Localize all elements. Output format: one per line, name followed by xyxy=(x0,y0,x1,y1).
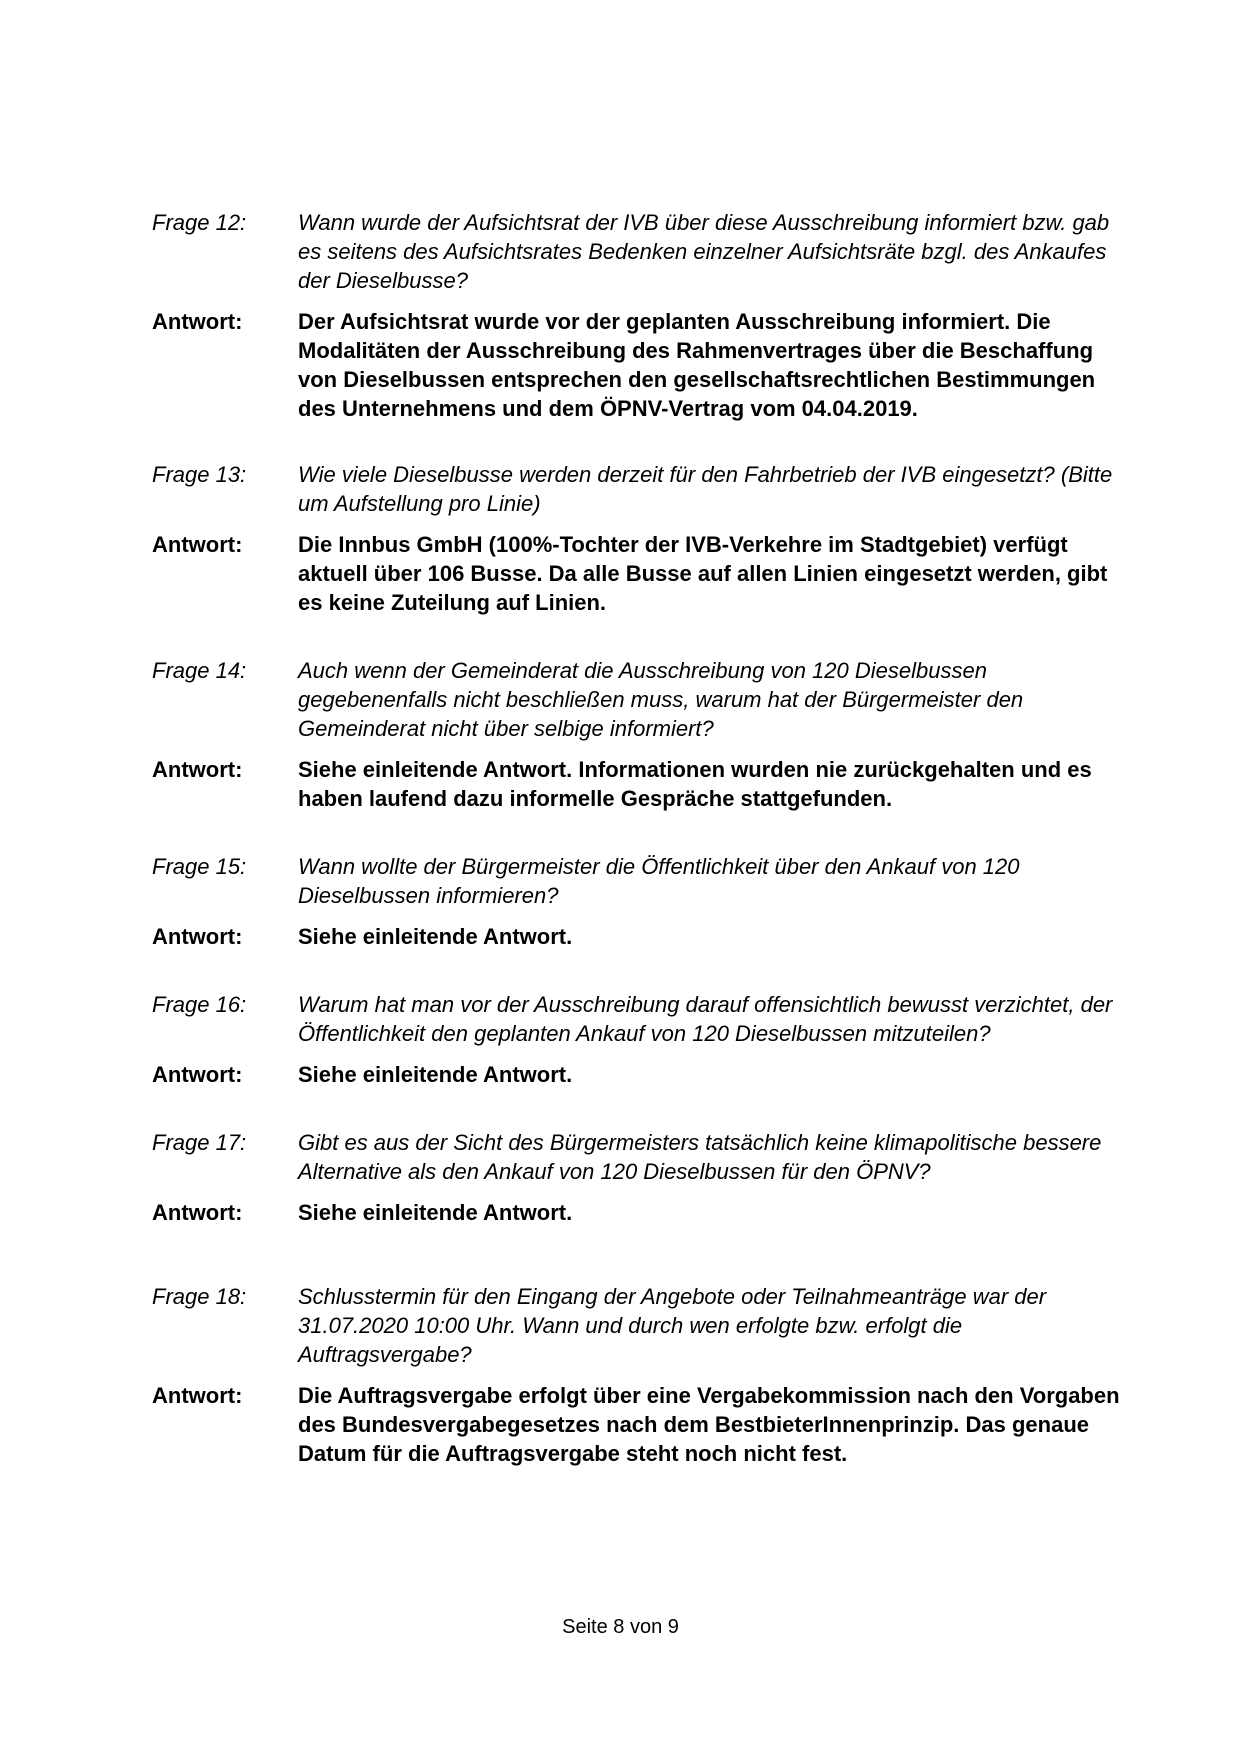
question-row xyxy=(152,1128,1132,1186)
question-label: Frage 13: xyxy=(152,462,247,487)
answer-text: Siehe einleitende Antwort. xyxy=(298,1062,573,1087)
answer-text: Der Aufsichtsrat wurde vor der geplanten Ausschreibung informiert. Die Modalitäten der Ausschreibung des Rahmenvertrages über die Beschaffung von Dieselbussen entsprechen den gesellschaftsrechtlichen Bestimmungen des Unternehmens und dem ÖPNV-Vertrag vom 04.04.2019. xyxy=(298,309,1096,421)
page-number: Seite 8 von 9 xyxy=(562,1616,679,1638)
question-row xyxy=(152,656,1132,743)
question-row xyxy=(152,1282,1132,1369)
question-label: Frage 15: xyxy=(152,854,247,879)
question-text: Schlusstermin für den Eingang der Angebote oder Teilnahmeanträge war der 31.07.2020 10:00 Uhr. Wann und durch wen erfolgte bzw. erfolgt die Auftragsvergabe? xyxy=(298,1284,1047,1367)
answer-label: Antwort: xyxy=(152,532,243,557)
answer-label: Antwort: xyxy=(152,757,243,782)
qa-block-18 xyxy=(152,1282,1132,1468)
qa-block-16 xyxy=(152,990,1132,1089)
qa-block-15 xyxy=(152,852,1132,951)
question-row xyxy=(152,460,1132,518)
question-label: Frage 16: xyxy=(152,992,247,1017)
question-row xyxy=(152,208,1132,295)
answer-text: Siehe einleitende Antwort. Informationen wurden nie zurückgehalten und es haben laufend dazu informelle Gespräche stattgefunden. xyxy=(298,757,1092,811)
question-text: Wann wurde der Aufsichtsrat der IVB über diese Ausschreibung informiert bzw. gab es seitens des Aufsichtsrates Bedenken einzelner Aufsichtsräte bzgl. des Ankaufes der Dieselbusse? xyxy=(298,210,1110,293)
answer-label: Antwort: xyxy=(152,309,243,334)
question-text: Gibt es aus der Sicht des Bürgermeisters tatsächlich keine klimapolitische bessere Alternative als den Ankauf von 120 Dieselbussen für den ÖPNV? xyxy=(298,1130,1102,1184)
answer-label: Antwort: xyxy=(152,1062,243,1087)
answer-label: Antwort: xyxy=(152,1200,243,1225)
qa-block-12 xyxy=(152,208,1132,423)
question-row xyxy=(152,852,1132,910)
question-text: Warum hat man vor der Ausschreibung darauf offensichtlich bewusst verzichtet, der Öffentlichkeit den geplanten Ankauf von 120 Dieselbussen mitzuteilen? xyxy=(298,992,1113,1046)
answer-row xyxy=(152,755,1132,813)
answer-text: Siehe einleitende Antwort. xyxy=(298,924,573,949)
answer-row xyxy=(152,1198,1132,1227)
qa-block-14 xyxy=(152,656,1132,813)
answer-row xyxy=(152,922,1132,951)
answer-row xyxy=(152,1381,1132,1468)
answer-text: Die Innbus GmbH (100%-Tochter der IVB-Verkehre im Stadtgebiet) verfügt aktuell über 106 Busse. Da alle Busse auf allen Linien eingesetzt werden, gibt es keine Zuteilung auf Linien. xyxy=(298,532,1108,615)
question-label: Frage 18: xyxy=(152,1284,247,1309)
answer-row xyxy=(152,307,1132,423)
answer-row xyxy=(152,530,1132,617)
answer-label: Antwort: xyxy=(152,924,243,949)
question-text: Wann wollte der Bürgermeister die Öffentlichkeit über den Ankauf von 120 Dieselbussen informieren? xyxy=(298,854,1020,908)
question-label: Frage 17: xyxy=(152,1130,247,1155)
answer-row xyxy=(152,1060,1132,1089)
question-text: Wie viele Dieselbusse werden derzeit für den Fahrbetrieb der IVB eingesetzt? (Bitte um Aufstellung pro Linie) xyxy=(298,462,1113,516)
question-label: Frage 14: xyxy=(152,658,247,683)
answer-text: Siehe einleitende Antwort. xyxy=(298,1200,573,1225)
answer-label: Antwort: xyxy=(152,1383,243,1408)
answer-text: Die Auftragsvergabe erfolgt über eine Vergabekommission nach den Vorgaben des Bundesvergabegesetzes nach dem BestbieterInnenprinzip. Das genaue Datum für die Auftragsvergabe steht noch nicht fest. xyxy=(298,1383,1120,1466)
question-text: Auch wenn der Gemeinderat die Ausschreibung von 120 Dieselbussen gegebenenfalls nicht beschließen muss, warum hat der Bürgermeister den Gemeinderat nicht über selbige informiert? xyxy=(298,658,1024,741)
question-row xyxy=(152,990,1132,1048)
qa-block-17 xyxy=(152,1128,1132,1227)
qa-block-13 xyxy=(152,460,1132,617)
question-label: Frage 12: xyxy=(152,210,247,235)
